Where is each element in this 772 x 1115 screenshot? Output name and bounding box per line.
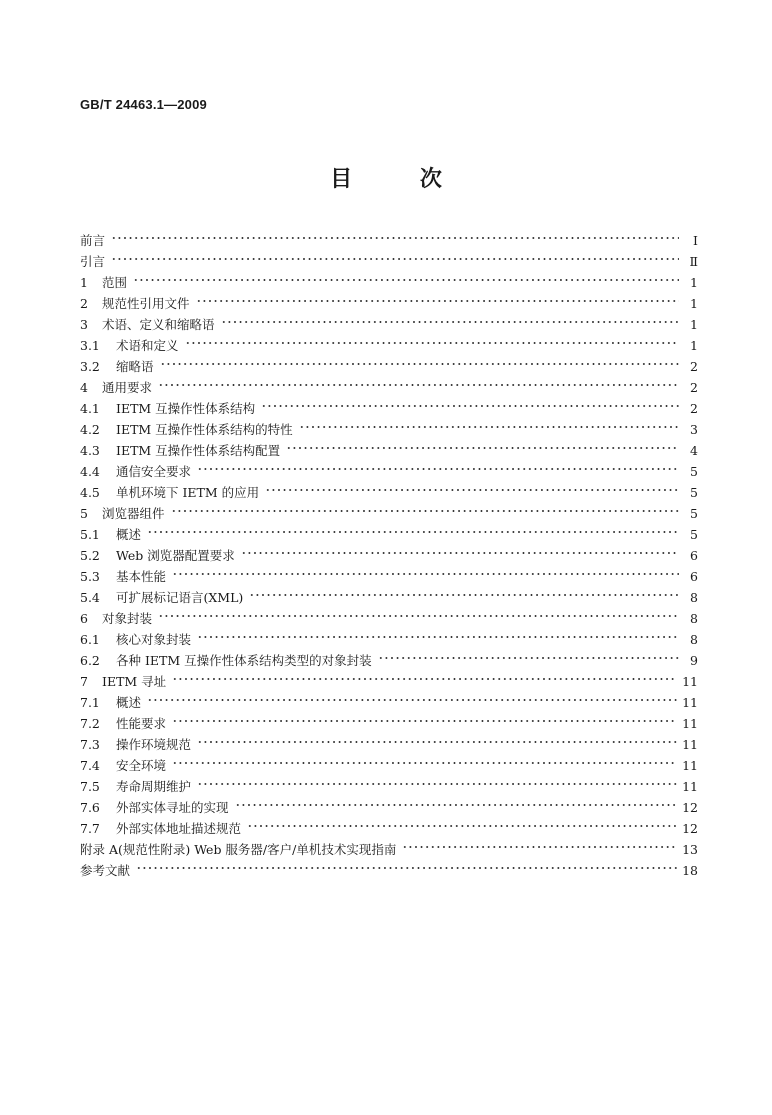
- toc-entry-number: 5.2: [80, 548, 100, 563]
- toc-entry-number: 7.1: [80, 695, 100, 710]
- toc-entry: [80, 629, 698, 650]
- toc-entry: [80, 524, 698, 545]
- toc-entry: [80, 230, 698, 251]
- toc-entry-page: 1: [690, 275, 698, 290]
- toc-entry: [80, 461, 698, 482]
- toc-entry-number: 7.5: [80, 779, 100, 794]
- toc-entry-label: 参考文献: [80, 863, 131, 878]
- toc-entry: [80, 566, 698, 587]
- toc-entry-label: 术语、定义和缩略语: [102, 317, 215, 332]
- toc-entry-number: 7: [80, 674, 88, 689]
- toc-entry-number: 6.1: [80, 632, 100, 647]
- toc-entry-label: 概述: [116, 527, 142, 542]
- toc-entry-number: 4.1: [80, 401, 100, 416]
- toc-entry-number: 7.6: [80, 800, 100, 815]
- toc-entry: [80, 419, 698, 440]
- dot-leader: [261, 402, 679, 410]
- toc-entry-page: Ⅱ: [689, 254, 698, 269]
- dot-leader: [286, 444, 679, 452]
- toc-entry-label: 附录 A(规范性附录) Web 服务器/客户/单机技术实现指南: [80, 842, 397, 857]
- dot-leader: [136, 864, 677, 872]
- dot-leader: [147, 528, 679, 536]
- toc-entry-number: 4.3: [80, 443, 100, 458]
- toc-entry: [80, 671, 698, 692]
- dot-leader: [147, 696, 677, 704]
- dot-leader: [172, 570, 679, 578]
- toc-entry-label: 术语和定义: [116, 338, 179, 353]
- toc-entry-label: 寿命周期维护: [116, 779, 192, 794]
- toc-entry-page: 4: [690, 443, 698, 458]
- toc-entry-number: 3: [80, 317, 88, 332]
- toc-entry: [80, 377, 698, 398]
- toc-entry-page: 12: [682, 800, 698, 815]
- toc-entry-number: 5.3: [80, 569, 100, 584]
- toc-entry: [80, 335, 698, 356]
- toc-entry-number: 7.3: [80, 737, 100, 752]
- dot-leader: [197, 465, 679, 473]
- toc-entry-number: 5.4: [80, 590, 100, 605]
- toc-entry-page: 5: [690, 527, 698, 542]
- toc-entry-number: 4.2: [80, 422, 100, 437]
- toc-entry-number: 6: [80, 611, 88, 626]
- toc-entry: [80, 734, 698, 755]
- toc-entry: [80, 314, 698, 335]
- toc-entry: [80, 713, 698, 734]
- dot-leader: [197, 738, 677, 746]
- toc-entry-label: 外部实体地址描述规范: [116, 821, 242, 836]
- dot-leader: [172, 717, 677, 725]
- toc-entry-label: IETM 互操作性体系结构配置: [116, 443, 281, 458]
- toc-entry-number: 5: [80, 506, 88, 521]
- toc-entry-page: 11: [682, 758, 698, 773]
- toc-entry-label: 引言: [80, 254, 106, 269]
- toc-entry-page: 1: [690, 338, 698, 353]
- toc-entry-label: 性能要求: [116, 716, 167, 731]
- toc-entry-page: 5: [690, 485, 698, 500]
- toc-entry-number: 6.2: [80, 653, 100, 668]
- dot-leader: [235, 801, 678, 809]
- toc-entry-page: 1: [690, 317, 698, 332]
- dot-leader: [221, 318, 679, 326]
- toc-entry-label: 操作环境规范: [116, 737, 192, 752]
- toc-entry-page: 11: [682, 695, 698, 710]
- toc-entry-page: 5: [690, 506, 698, 521]
- dot-leader: [197, 780, 677, 788]
- toc-entry-label: 规范性引用文件: [102, 296, 190, 311]
- toc-entry-page: 11: [682, 737, 698, 752]
- toc-entry-page: 3: [690, 422, 698, 437]
- dot-leader: [265, 486, 679, 494]
- toc-entry: [80, 839, 698, 860]
- toc-entry: [80, 398, 698, 419]
- toc-entry-page: 11: [682, 779, 698, 794]
- toc-entry: [80, 356, 698, 377]
- dot-leader: [111, 255, 679, 263]
- toc-entry: [80, 545, 698, 566]
- toc-entry: [80, 608, 698, 629]
- toc-entry-page: 6: [690, 548, 698, 563]
- toc-entry-label: 外部实体寻址的实现: [116, 800, 229, 815]
- toc-entry: [80, 692, 698, 713]
- toc-entry-label: 可扩展标记语言(XML): [116, 590, 244, 605]
- toc-entry-label: IETM 互操作性体系结构: [116, 401, 256, 416]
- toc-entry-label: 单机环境下 IETM 的应用: [116, 485, 260, 500]
- dot-leader: [299, 423, 679, 431]
- toc-entry-label: 核心对象封装: [116, 632, 192, 647]
- toc-entry-label: 对象封装: [102, 611, 153, 626]
- dot-leader: [158, 381, 679, 389]
- toc-entry-page: 12: [682, 821, 698, 836]
- toc-entry-number: 4.5: [80, 485, 100, 500]
- toc-entry: [80, 440, 698, 461]
- dot-leader: [133, 276, 679, 284]
- dot-leader: [247, 822, 677, 830]
- toc-entry-label: 概述: [116, 695, 142, 710]
- toc-entry-label: 缩略语: [116, 359, 154, 374]
- toc-entry-number: 1: [80, 275, 88, 290]
- toc-entry-label: 安全环境: [116, 758, 167, 773]
- dot-leader: [158, 612, 679, 620]
- toc-entry: [80, 818, 698, 839]
- toc-entry-number: 7.2: [80, 716, 100, 731]
- toc-entry: [80, 755, 698, 776]
- toc-entry-page: 8: [690, 632, 698, 647]
- toc-entry: [80, 650, 698, 671]
- dot-leader: [196, 297, 679, 305]
- toc-entry-page: 2: [690, 380, 698, 395]
- toc-entry-number: 2: [80, 296, 88, 311]
- toc-entry: [80, 482, 698, 503]
- toc-entry-page: 11: [682, 674, 698, 689]
- toc-entry-label: 浏览器组件: [102, 506, 165, 521]
- toc-entry-label: IETM 互操作性体系结构的特性: [116, 422, 293, 437]
- toc-entry-label: 各种 IETM 互操作性体系结构类型的对象封装: [116, 653, 372, 668]
- toc-entry-label: IETM 寻址: [102, 674, 167, 689]
- toc-entry: [80, 860, 698, 881]
- dot-leader: [172, 675, 677, 683]
- toc-entry-page: 1: [690, 296, 698, 311]
- toc-entry-page: 18: [682, 863, 698, 878]
- toc-entry-label: 基本性能: [116, 569, 167, 584]
- dot-leader: [402, 843, 677, 851]
- toc-entry-label: 范围: [102, 275, 128, 290]
- toc-entry-page: 13: [682, 842, 698, 857]
- toc-entry: [80, 776, 698, 797]
- toc-entry-page: 6: [690, 569, 698, 584]
- toc-entry-page: 8: [690, 611, 698, 626]
- toc-entry: [80, 503, 698, 524]
- toc-entry: [80, 251, 698, 272]
- toc-entry-page: 8: [690, 590, 698, 605]
- toc-entry-number: 3.2: [80, 359, 100, 374]
- toc-entry-number: 3.1: [80, 338, 100, 353]
- toc-entry-number: 7.4: [80, 758, 100, 773]
- toc-entry-page: 2: [690, 401, 698, 416]
- toc-title: 目 次: [330, 167, 472, 192]
- dot-leader: [241, 549, 679, 557]
- toc-entry-number: 4.4: [80, 464, 100, 479]
- table-of-contents: [80, 230, 698, 881]
- toc-entry-label: 前言: [80, 233, 106, 248]
- toc-entry-number: 7.7: [80, 821, 100, 836]
- dot-leader: [160, 360, 679, 368]
- dot-leader: [111, 234, 679, 242]
- dot-leader: [378, 654, 679, 662]
- dot-leader: [172, 759, 677, 767]
- dot-leader: [185, 339, 679, 347]
- dot-leader: [197, 633, 679, 641]
- standard-code: GB/T 24463.1—2009: [80, 97, 207, 112]
- toc-entry: [80, 797, 698, 818]
- toc-entry-label: Web 浏览器配置要求: [116, 548, 235, 563]
- toc-entry-page: Ⅰ: [693, 233, 698, 248]
- dot-leader: [171, 507, 679, 515]
- toc-entry: [80, 272, 698, 293]
- toc-entry-number: 4: [80, 380, 88, 395]
- toc-entry-number: 5.1: [80, 527, 100, 542]
- toc-entry-page: 2: [690, 359, 698, 374]
- toc-entry-page: 5: [690, 464, 698, 479]
- toc-entry-label: 通用要求: [102, 380, 153, 395]
- toc-entry: [80, 293, 698, 314]
- toc-entry-label: 通信安全要求: [116, 464, 192, 479]
- toc-entry-page: 11: [682, 716, 698, 731]
- toc-entry: [80, 587, 698, 608]
- dot-leader: [249, 591, 679, 599]
- toc-entry-page: 9: [690, 653, 698, 668]
